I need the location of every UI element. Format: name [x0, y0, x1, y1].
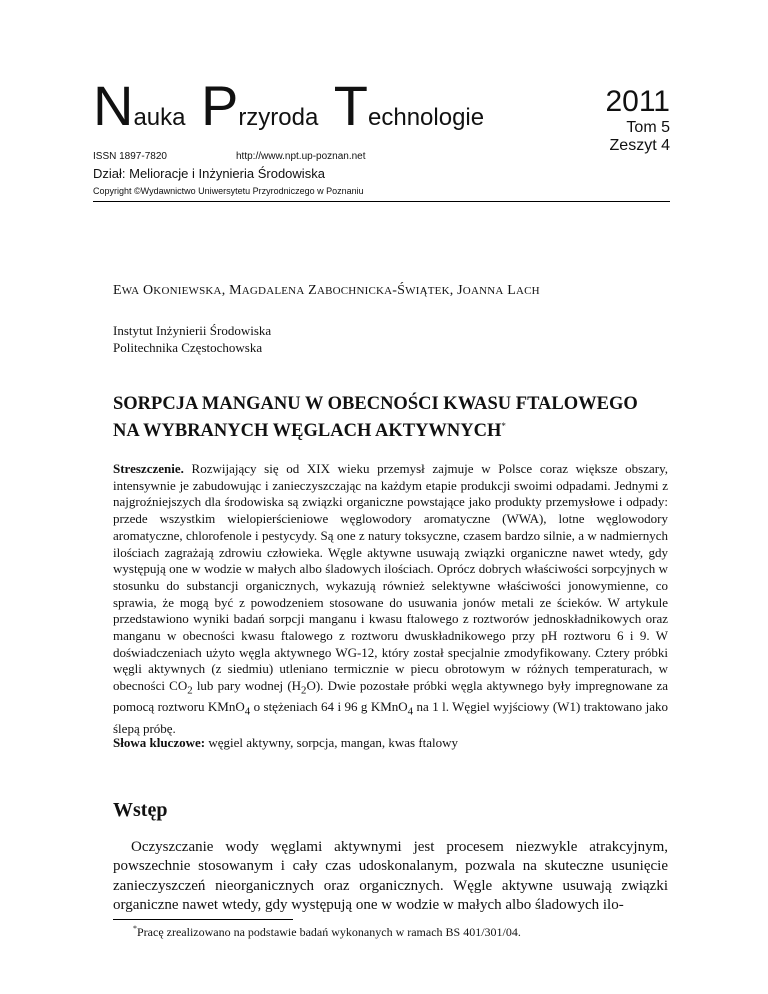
paper-title [113, 393, 673, 442]
affiliation-institute: Instytut Inżynierii Środowiska [113, 323, 272, 338]
journal-word-nauka: Nauka [93, 74, 186, 137]
header-divider [93, 201, 670, 202]
footnote: *Pracę zrealizowano na podstawie badań wykonanych w ramach BS 401/301/04. [133, 924, 521, 939]
journal-title [93, 74, 495, 137]
keywords: Słowa kluczowe: węgiel aktywny, sorpcja, mangan, kwas ftalowy [113, 735, 459, 750]
department: Dział: Melioracje i Inżynieria Środowiska [93, 166, 325, 181]
year: 2011 [605, 85, 670, 118]
section-heading: Wstęp [113, 799, 168, 821]
journal-word-przyroda: Przyroda [200, 74, 319, 137]
issue-info [605, 85, 670, 154]
keywords-label: Słowa kluczowe: [113, 735, 206, 750]
journal-word-technologie: Technologie [333, 74, 485, 137]
volume: Tom 5 [626, 118, 670, 136]
body-paragraph: Oczyszczanie wody węglami aktywnymi jest procesem niezwykle atrakcyjnym, powszechnie stosowanym i cały czas udoskonalanym, pozwala na skuteczne usunięcie zanieczyszczeń nieorganicznych oraz organicznych. Węgle aktywne usuwają związki organiczne nawet wtedy, gdy występują one w wodzie w małych albo śladowych ilo- [113, 839, 668, 914]
abstract: Streszczenie. Rozwijający się od XIX wieku przemysł zajmuje w Polsce coraz większe obszary, intensywnie je zabudowując i zanieczyszczając na każdym etapie produkcji swoimi odpadami. Jednymi z najgroźniejszych dla środowiska są związki organiczne powstające jako produkty przemysłowe i odpady: przede wszystkim wielopierścieniowe węglowodory aromatyczne (WWA), lotne węglowodory aromatyczne, chlorofenole i pestycydy. Są one z natury toksyczne, czasem bardzo silnie, a w nadmiernych ilościach zagrażają zdrowiu człowieka. Węgle aktywne usuwają związki organiczne nawet wtedy, gdy występują one w wodzie w małych albo śladowych ilościach. Oprócz dobrych właściwości sorpcyjnych w stosunku do substancji organicznych, wykazują również selektywne właściwości jonowymienne, co sprawia, że mogą być z powodzeniem stosowane do usuwania jonów metali ze ścieków. W artykule przedstawiono wyniki badań sorpcji manganu i kwasu ftalowego z roztworów jednoskładnikowych oraz manganu w obecności kwasu ftalowego z roztworu dwuskładnikowego przy pH roztworu 6 i 9. W doświadczeniach użyto węgla aktywnego WG-12, który został specjalnie zmodyfikowany. Cztery próbki węgli aktywnych (z siedmiu) utleniano termicznie w piecu obrotowym w różnych temperaturach, w obecności $CO_2$ lub pary wodnej $(H_2O)$. Dwie pozostałe próbki węgla aktywnego były impregnowane za pomocą roztworu KMnO$_4$ o stężeniach 64 i 96 g KMnO$_4$ na 1 l. Węgiel wyjściowy (W1) traktowano jako ślepą próbę. [113, 461, 668, 736]
authors: EWA OKONIEWSKA, MAGDALENA ZABOCHNICKA-ŚWIĄTEK, JOANNA LACH [113, 283, 540, 298]
copyright: Copyright ©Wydawnictwo Uniwersytetu Przyrodniczego w Poznaniu [93, 186, 364, 196]
title-footnote-mark: * [501, 421, 506, 431]
issue: Zeszyt 4 [609, 136, 670, 154]
affiliation-university: Politechnika Częstochowska [113, 340, 263, 355]
title-line-1: SORPCJA MANGANU W OBECNOŚCI KWASU FTALOWEGO [113, 394, 638, 414]
footnote-divider [113, 919, 293, 920]
abstract-label: Streszczenie. [113, 461, 184, 476]
journal-url[interactable]: http://www.npt.up-poznan.net [236, 151, 366, 162]
affiliation [113, 322, 271, 356]
issn: ISSN 1897-7820 [93, 151, 167, 162]
title-line-2: NA WYBRANYCH WĘGLACH AKTYWNYCH* [113, 421, 506, 442]
